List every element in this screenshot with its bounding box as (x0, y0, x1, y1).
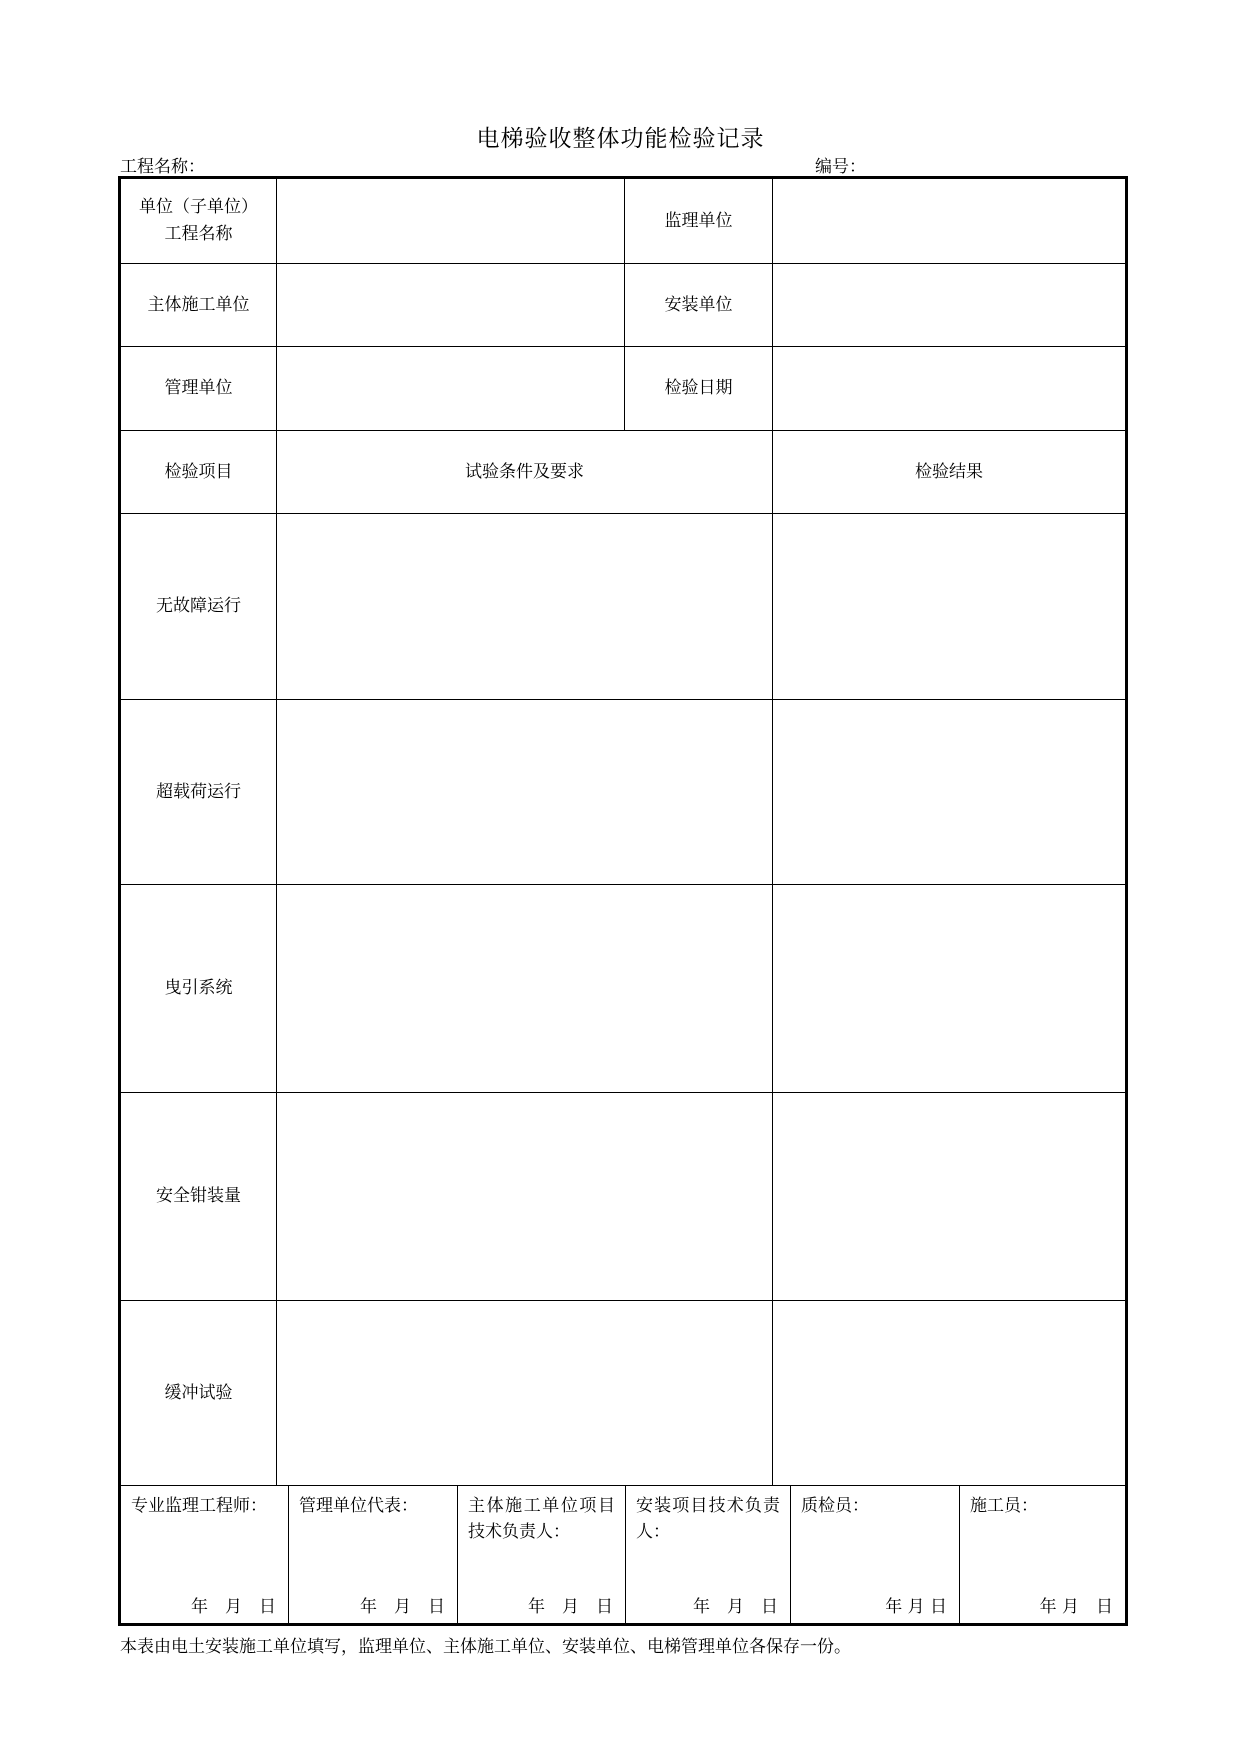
signature-role: 专业监理工程师： (131, 1496, 267, 1516)
page-title: 电梯验收整体功能检验记录 (476, 126, 765, 152)
signature-cell (626, 1485, 790, 1626)
project-name-label: 工程名称： (120, 157, 205, 177)
signature-role: 管理单位代表： (299, 1496, 418, 1516)
footer-note: 本表由电土安装施工单位填写，监理单位、主体施工单位、安装单位、电梯管理单位各保存一份。 (120, 1637, 851, 1657)
signature-date: 年 月 日 (693, 1597, 778, 1617)
signature-cell (960, 1485, 1125, 1626)
signature-role: 质检员： (801, 1496, 869, 1516)
col-header-result: 检验结果 (915, 461, 983, 482)
signature-date: 年 月 日 (191, 1597, 276, 1617)
number-label: 编号： (815, 157, 866, 177)
signature-date: 年 月 日 (360, 1597, 445, 1617)
signature-date: 年 月 日 (885, 1597, 947, 1617)
management-unit-label: 管理单位 (164, 378, 233, 398)
installation-unit-label: 安装单位 (664, 294, 733, 315)
item-label: 安全钳装量 (156, 1186, 241, 1206)
signature-date: 年 月 日 (528, 1597, 613, 1617)
signature-role: 主体施工单位项目技术负责人： (468, 1496, 615, 1542)
col-header-item: 检验项目 (164, 461, 233, 482)
signature-date: 年 月 日 (1039, 1597, 1113, 1617)
signature-cell (289, 1485, 457, 1626)
unit-name-label: 单位（子单位）工程名称 (139, 197, 258, 244)
item-label: 缓冲试验 (164, 1382, 233, 1403)
signature-cell (121, 1485, 288, 1626)
item-label: 曳引系统 (164, 978, 233, 998)
signature-role: 安装项目技术负责人： (636, 1496, 780, 1542)
main-contractor-label: 主体施工单位 (147, 294, 250, 315)
inspection-form (118, 176, 1128, 1626)
col-divider (276, 179, 277, 1485)
signature-cell (791, 1485, 959, 1626)
col-divider (772, 179, 773, 1485)
inspection-date-label: 检验日期 (664, 378, 733, 398)
item-label: 超载荷运行 (156, 781, 241, 802)
signature-role: 施工员： (970, 1496, 1038, 1516)
col-header-conditions: 试验条件及要求 (465, 461, 584, 482)
signature-cell (458, 1485, 625, 1626)
supervision-unit-label: 监理单位 (664, 210, 733, 231)
item-label: 无故障运行 (156, 596, 241, 616)
